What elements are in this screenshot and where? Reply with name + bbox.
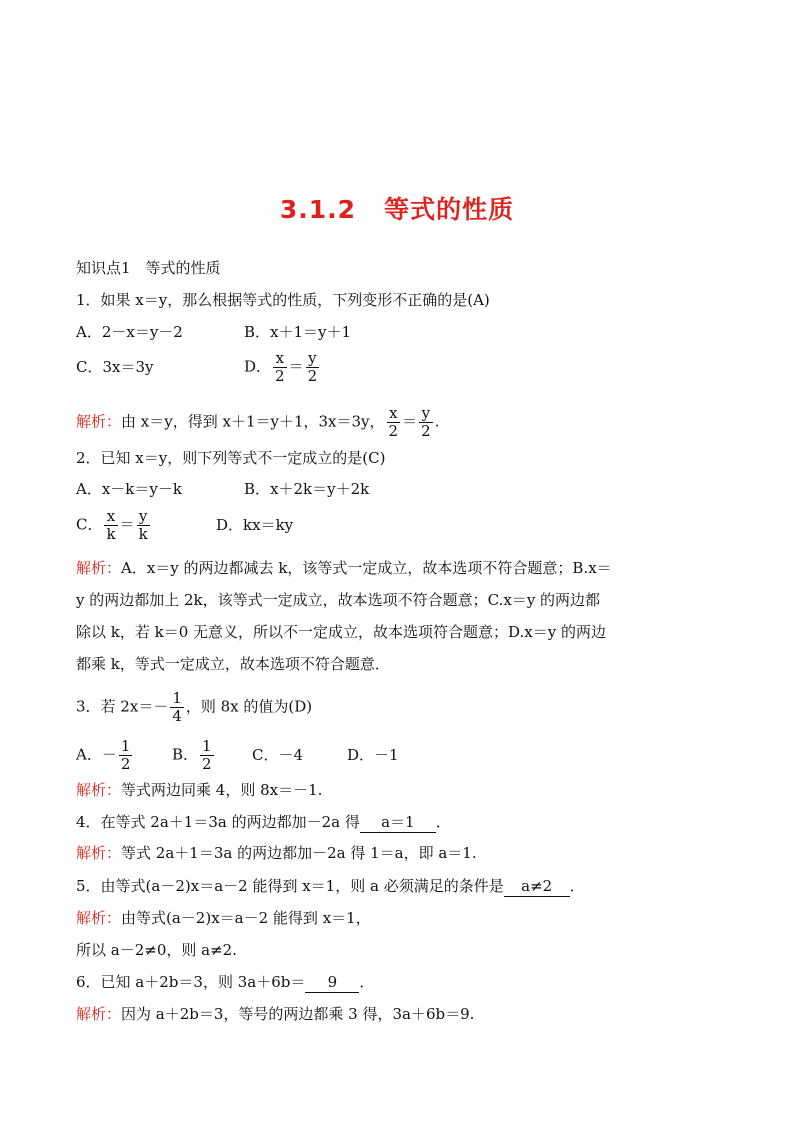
title-number: 3.1.2 <box>279 195 357 224</box>
q5-analysis-line1 <box>76 908 371 928</box>
q2-analysis-line3: 除以 k，若 k＝0 无意义，所以不一定成立，故本选项符合题意；D.x＝y 的两边 <box>76 623 606 641</box>
q6-answer-blank: 9 <box>305 972 359 993</box>
q3-stem-pre: 3．若 2x＝－ <box>76 697 169 716</box>
q2-options-row1 <box>76 479 369 499</box>
q4-stem <box>76 812 451 833</box>
q1-options-row1 <box>76 322 351 342</box>
q2-option-d: D．kx＝ky <box>216 515 294 534</box>
q4-stem-pre: 4．在等式 2a＋1＝3a 的两边都加－2a 得 <box>76 813 360 831</box>
q2-analysis-line2: y 的两边都加上 2k，该等式一定成立，故本选项不符合题意；C.x＝y 的两边都 <box>76 591 601 609</box>
q3-option-b <box>172 738 252 773</box>
q2-analysis-line1 <box>76 558 612 578</box>
q6-analysis-text: 因为 a＋2b＝3，等号的两边都乘 3 得，3a＋6b＝9. <box>121 1005 475 1023</box>
q3-option-a <box>76 738 172 773</box>
q2-analysis-text-1: A．x＝y 的两边都减去 k，该等式一定成立，故本选项不符合题意；B.x＝ <box>121 559 612 577</box>
q1-options-row2 <box>76 350 321 385</box>
q3-option-c: C．－4 <box>252 745 304 764</box>
q3-analysis-text: 等式两边同乘 4，则 8x＝－1. <box>121 781 323 799</box>
q2-analysis-line4: 都乘 k，等式一定成立，故本选项不符合题意． <box>76 655 390 673</box>
page-title <box>0 190 794 226</box>
q2-option-c-label: C． <box>76 515 103 534</box>
analysis-label: 解析： <box>76 1005 122 1023</box>
fraction-1-over-4: $\frac{1}{4}$ <box>172 689 182 725</box>
title-text: 等式的性质 <box>384 195 515 224</box>
q1-option-c: C．3x＝3y <box>76 357 154 376</box>
analysis-label: 解析： <box>76 844 122 862</box>
q5-stem-post: ． <box>569 877 585 895</box>
analysis-label: 解析： <box>76 412 122 431</box>
q2-option-a: A．x－k＝y－k <box>76 480 182 498</box>
q4-analysis-text: 等式 2a＋1＝3a 的两边都加－2a 得 1＝a，即 a＝1. <box>121 844 477 862</box>
fraction-y-over-k: $\frac{y}{k}$ <box>138 507 148 543</box>
q1-stem: 1．如果 x＝y，那么根据等式的性质，下列变形不正确的是(A) <box>76 291 490 309</box>
fraction-1-over-2: $\frac{1}{2}$ <box>202 737 212 773</box>
q1-option-b: B．x＋1＝y＋1 <box>244 323 352 341</box>
q2-option-c: C． $\frac{x}{k}$ ＝ $\frac{y}{k}$ <box>76 507 148 543</box>
q1-option-a: A．2－x＝y－2 <box>76 323 183 341</box>
q3-analysis <box>76 780 322 800</box>
q3-options <box>76 738 399 773</box>
q5-stem <box>76 876 585 897</box>
q4-answer-blank: a＝1 <box>360 812 436 833</box>
q6-stem-pre: 6．已知 a＋2b＝3，则 3a＋6b＝ <box>76 973 306 991</box>
q2-stem: 2．已知 x＝y，则下列等式不一定成立的是(C) <box>76 449 386 467</box>
q6-stem-post: ． <box>359 973 375 991</box>
fraction-x-over-2: $\frac{x}{2}$ <box>388 404 399 440</box>
q2-options-row2 <box>76 508 293 543</box>
q4-analysis <box>76 843 477 863</box>
q3-stem-post: ，则 8x 的值为(D) <box>185 697 313 716</box>
q5-analysis-text-1: 由等式(a－2)x＝a－2 能得到 x＝1， <box>121 909 371 927</box>
q1-analysis-text: 由 x＝y，得到 x＋1＝y＋1，3x＝3y， <box>121 412 385 431</box>
fraction-x-over-2: $\frac{x}{2}$ <box>275 349 285 385</box>
q3-option-b-label: B． <box>172 745 199 764</box>
q2-option-b: B．x＋2k＝y＋2k <box>244 480 370 498</box>
q1-option-d-label: D． <box>244 357 272 376</box>
q3-option-d: D．－1 <box>347 745 399 764</box>
analysis-label: 解析： <box>76 909 122 927</box>
q6-analysis <box>76 1004 474 1024</box>
q5-answer-blank: a≠2 <box>504 876 570 897</box>
q3-option-a-label: A．－ <box>76 745 117 764</box>
q5-stem-pre: 5．由等式(a－2)x＝a－2 能得到 x＝1，则 a 必须满足的条件是 <box>76 877 504 895</box>
section-heading: 知识点1 等式的性质 <box>76 259 221 277</box>
fraction-1-over-2: $\frac{1}{2}$ <box>120 737 131 773</box>
fraction-y-over-2: $\frac{y}{2}$ <box>307 349 318 385</box>
q4-stem-post: ． <box>435 813 451 831</box>
fraction-y-over-2: $\frac{y}{2}$ <box>421 404 431 440</box>
q3-stem <box>76 690 312 725</box>
q1-option-d: D． $\frac{x}{2}$ ＝ $\frac{y}{2}$ <box>244 349 318 385</box>
fraction-x-over-k: $\frac{x}{k}$ <box>106 507 116 543</box>
q5-analysis-line2: 所以 a－2≠0，则 a≠2. <box>76 941 237 959</box>
analysis-label: 解析： <box>76 559 122 577</box>
q6-stem <box>76 972 374 993</box>
q1-analysis: 解析：由 x＝y，得到 x＋1＝y＋1，3x＝3y， $\frac{x}{2}$ ＝ $\frac{y}{2}$ . <box>76 404 440 440</box>
analysis-label: 解析： <box>76 781 122 799</box>
